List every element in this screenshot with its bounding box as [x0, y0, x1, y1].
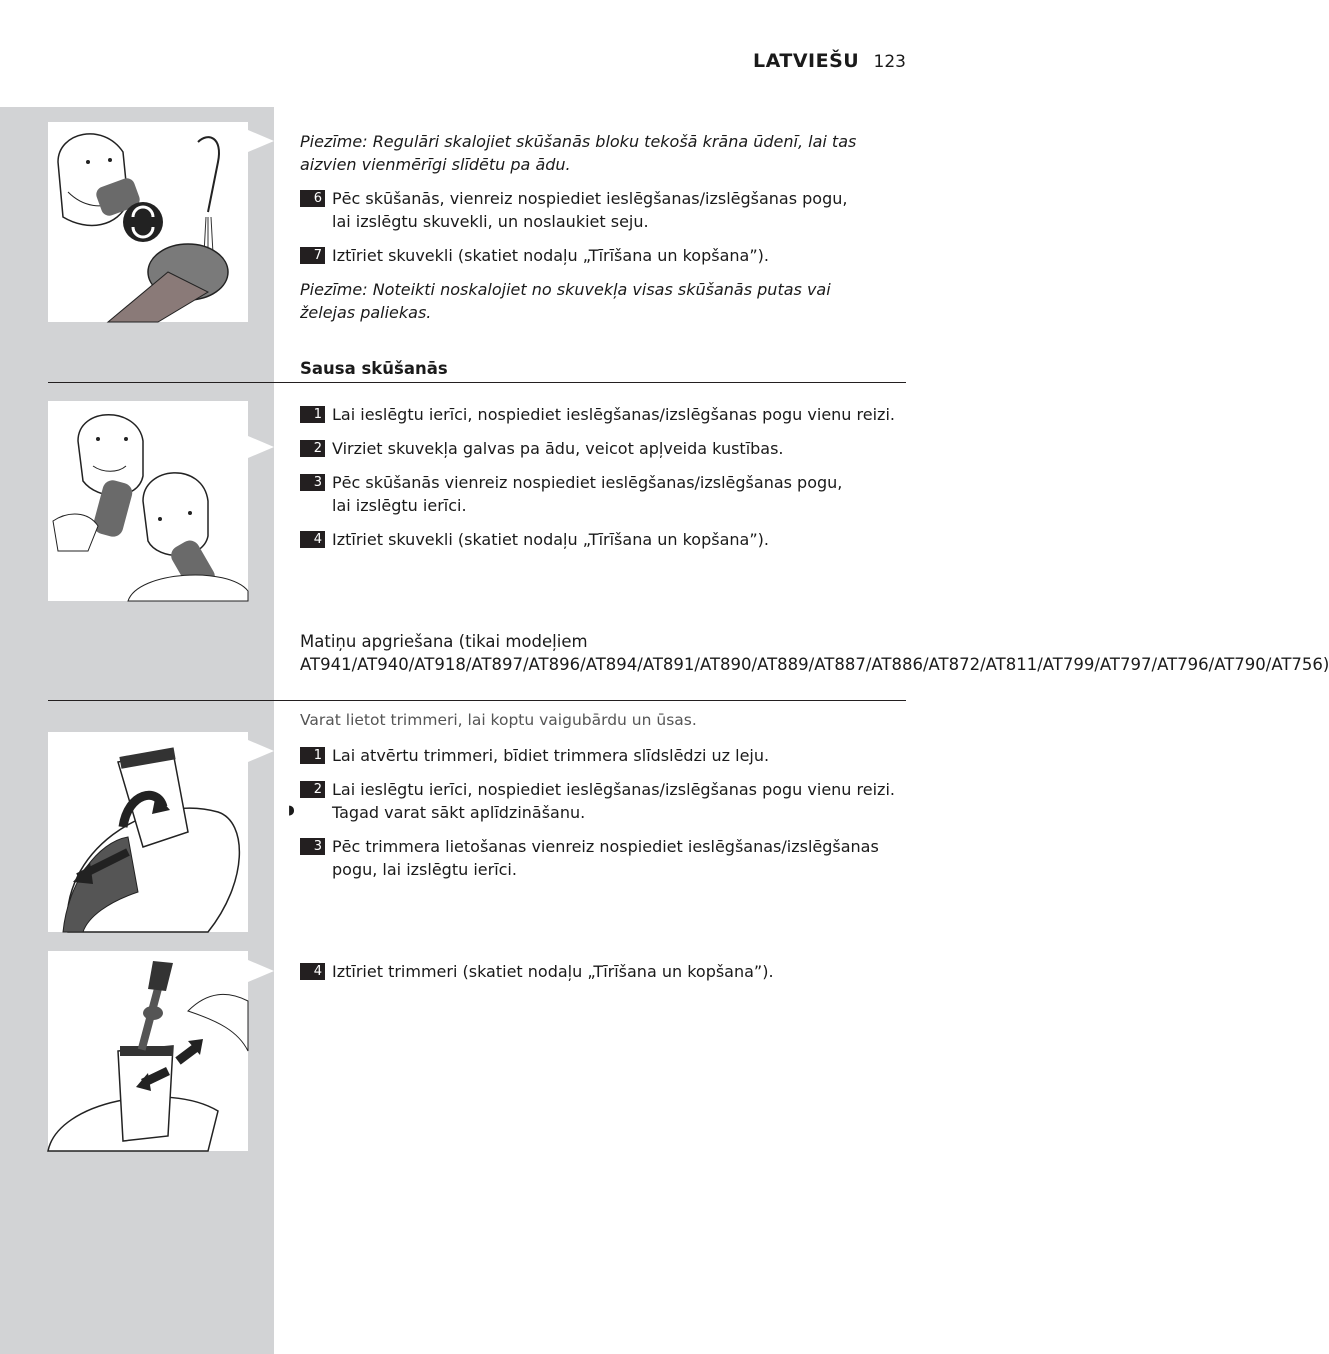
step-number: 2 [300, 440, 325, 457]
page-header [753, 48, 906, 72]
illustration-pointer [248, 740, 274, 762]
section-divider [48, 700, 906, 701]
step-2-trim [300, 778, 900, 801]
step-number: 4 [300, 963, 325, 980]
illustration-pointer [248, 130, 274, 152]
illustration-dry-shave [48, 401, 248, 601]
step-1-dry [300, 403, 900, 426]
step-text: Pēc skūšanās vienreiz nospiediet ieslēgšanas/izslēgšanas pogu, lai izslēgtu ierīci. [332, 473, 843, 515]
step-text: Virziet skuvekļa galvas pa ādu, veicot apļveida kustības. [332, 439, 784, 458]
step-3-trim [300, 835, 900, 881]
step-number: 6 [300, 190, 325, 207]
step-text: Pēc skūšanās, vienreiz nospiediet ieslēgšanas/izslēgšanas pogu, lai izslēgtu skuvekli, un noslaukiet seju. [332, 189, 848, 231]
step-6 [300, 187, 900, 233]
illustration-wet-shave [48, 122, 248, 322]
note-rinse-foam: Piezīme: Noteikti noskalojiet no skuvekļa visas skūšanās putas vai želejas paliekas. [300, 280, 831, 322]
step-1-trim [300, 744, 900, 767]
illustration-open-trimmer [48, 732, 248, 932]
section-heading-trimming: Matiņu apgriešana (tikai modeļiem AT941/AT940/AT918/AT897/AT896/AT894/AT891/AT890/AT889/AT887/AT886/AT872/AT811/AT799/AT797/AT796/AT790/AT756) [300, 632, 1329, 674]
note-rinse: Piezīme: Regulāri skalojiet skūšanās bloku tekošā krāna ūdenī, lai tas aizvien vienmērīgi slīdētu pa ādu. [300, 132, 857, 174]
step-number: 1 [300, 747, 325, 764]
step-text: Iztīriet trimmeri (skatiet nodaļu „Tīrīšana un kopšana”). [332, 962, 774, 981]
step-7 [300, 244, 900, 267]
step-number: 2 [300, 781, 325, 798]
step-3-dry [300, 471, 900, 517]
result-text: Tagad varat sākt aplīdzināšanu. [332, 803, 586, 822]
step-4-dry [300, 528, 900, 551]
step-text: Lai atvērtu trimmeri, bīdiet trimmera slīdslēdzi uz leju. [332, 746, 770, 765]
step-number: 7 [300, 247, 325, 264]
step-number: 4 [300, 531, 325, 548]
section-heading-dry-shave: Sausa skūšanās [300, 359, 448, 378]
step-text: Pēc trimmera lietošanas vienreiz nospiediet ieslēgšanas/izslēgšanas pogu, lai izslēgtu ierīci. [332, 837, 879, 879]
language-label: LATVIEŠU [753, 50, 860, 72]
step-number: 3 [300, 474, 325, 491]
step-text: Lai ieslēgtu ierīci, nospiediet ieslēgšanas/izslēgšanas pogu vienu reizi. [332, 780, 895, 799]
step-number: 3 [300, 838, 325, 855]
step-4-trim [300, 960, 900, 983]
illustration-pointer [248, 436, 274, 458]
section-divider [48, 382, 906, 383]
step-text: Iztīriet skuvekli (skatiet nodaļu „Tīrīšana un kopšana”). [332, 246, 769, 265]
step-2-dry [300, 437, 900, 460]
result-bullet-icon: ◗ [288, 803, 295, 818]
illustration-pointer [248, 960, 274, 982]
step-text: Lai ieslēgtu ierīci, nospiediet ieslēgšanas/izslēgšanas pogu vienu reizi. [332, 405, 895, 424]
trimming-intro: Varat lietot trimmeri, lai koptu vaigubārdu un ūsas. [300, 711, 697, 729]
illustration-clean-trimmer [48, 951, 248, 1151]
page-number: 123 [873, 52, 906, 72]
step-number: 1 [300, 406, 325, 423]
step-text: Iztīriet skuvekli (skatiet nodaļu „Tīrīšana un kopšana”). [332, 530, 769, 549]
